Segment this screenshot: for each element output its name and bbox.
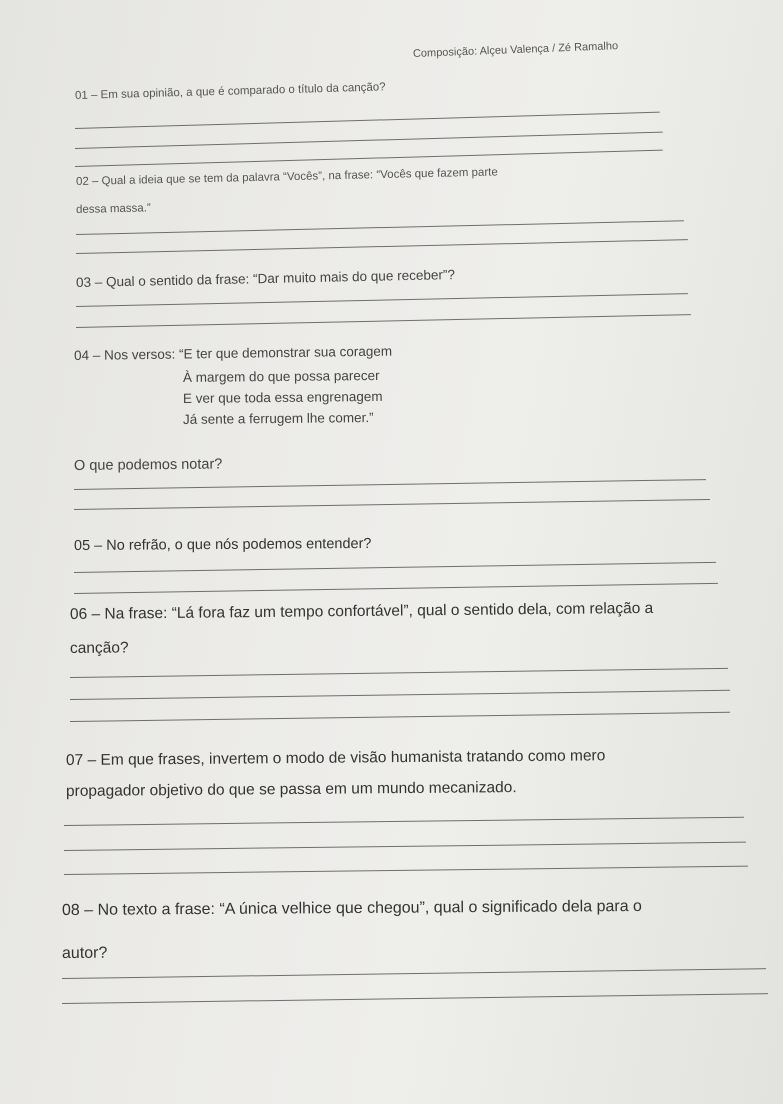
- verse-line-1: À margem do que possa parecer: [182, 367, 380, 385]
- answer-line[interactable]: [70, 690, 730, 701]
- question-08-line-2: autor?: [61, 944, 108, 962]
- question-02-line-2: dessa massa.”: [75, 202, 151, 216]
- answer-line[interactable]: [76, 314, 691, 328]
- question-07-line-1: 07 – Em que frases, invertem o modo de visão humanista tratando como mero: [65, 747, 606, 769]
- answer-line[interactable]: [70, 668, 728, 678]
- answer-line[interactable]: [74, 499, 710, 510]
- answer-line[interactable]: [64, 817, 744, 827]
- answer-line[interactable]: [64, 866, 748, 876]
- answer-line[interactable]: [70, 712, 730, 723]
- answer-line[interactable]: [64, 842, 746, 852]
- question-07-line-2: propagador objetivo do que se passa em um mundo mecanizado.: [65, 779, 517, 800]
- song-credit: Composição: Alçeu Valença / Zé Ramalho: [412, 40, 619, 60]
- verse-line-3: Já sente a ferrugem lhe comer.”: [182, 410, 374, 427]
- question-04: 04 – Nos versos: “E ter que demonstrar sua coragem: [73, 343, 393, 363]
- answer-line[interactable]: [74, 583, 718, 594]
- question-04-prompt: O que podemos notar?: [73, 456, 223, 474]
- question-06-line-2: canção?: [69, 639, 129, 657]
- question-02-line-1: 02 – Qual a ideia que se tem da palavra “Vocês”, na frase: “Vocês que fazem parte: [75, 166, 498, 188]
- answer-line[interactable]: [75, 132, 663, 150]
- answer-line[interactable]: [62, 993, 768, 1004]
- answer-line[interactable]: [75, 112, 660, 130]
- question-08-line-1: 08 – No texto a frase: “A única velhice que chegou”, qual o significado dela para o: [61, 897, 642, 919]
- answer-line[interactable]: [74, 562, 716, 573]
- answer-line[interactable]: [76, 239, 688, 254]
- question-01: 01 – Em sua opinião, a que é comparado o título da canção?: [74, 81, 386, 102]
- verse-line-2: E ver que toda essa engrenagem: [182, 388, 383, 406]
- answer-line[interactable]: [62, 968, 766, 979]
- question-06-line-1: 06 – Na frase: “Lá fora faz um tempo confortável”, qual o sentido dela, com relação a: [69, 599, 654, 623]
- answer-line[interactable]: [76, 220, 684, 235]
- question-05: 05 – No refrão, o que nós podemos entender?: [73, 535, 372, 554]
- answer-line[interactable]: [76, 293, 688, 307]
- answer-line[interactable]: [74, 479, 706, 490]
- answer-line[interactable]: [75, 150, 663, 168]
- question-03: 03 – Qual o sentido da frase: “Dar muito mais do que receber”?: [75, 267, 456, 290]
